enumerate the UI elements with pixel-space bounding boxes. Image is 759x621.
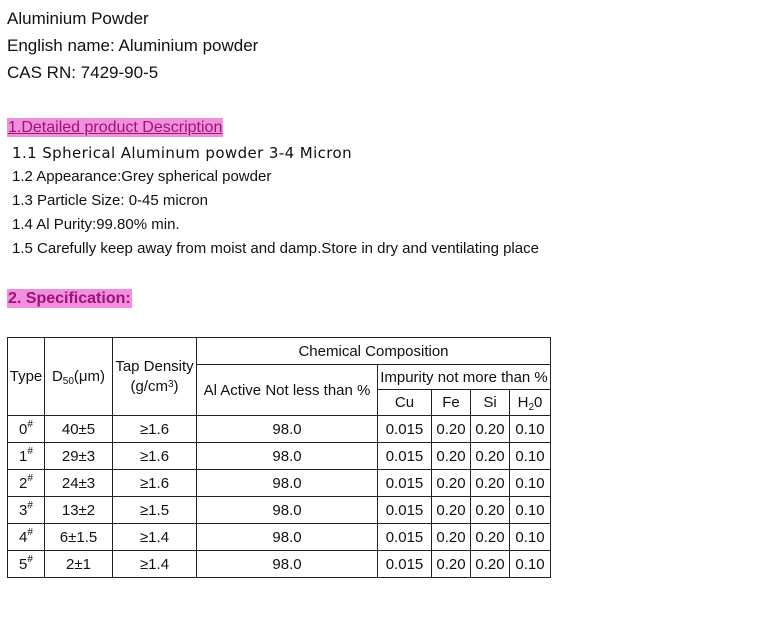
cell-fe: 0.20	[432, 497, 471, 524]
cell-al: 98.0	[197, 416, 378, 443]
cell-al: 98.0	[197, 551, 378, 578]
cell-fe: 0.20	[432, 551, 471, 578]
cell-d50: 2±1	[45, 551, 113, 578]
description-item-5: 1.5 Carefully keep away from moist and damp.Store in dry and ventilating place	[12, 240, 539, 257]
header-chemical-composition: Chemical Composition	[197, 338, 551, 365]
cell-d50: 29±3	[45, 443, 113, 470]
cell-fe: 0.20	[432, 416, 471, 443]
cell-fe: 0.20	[432, 443, 471, 470]
table-row	[8, 443, 551, 470]
section-heading-specification: 2. Specification:	[8, 290, 131, 307]
cell-si: 0.20	[471, 443, 510, 470]
cell-d50: 24±3	[45, 470, 113, 497]
cell-d50: 6±1.5	[45, 524, 113, 551]
cell-tap: ≥1.5	[113, 497, 197, 524]
cell-h2o: 0.10	[510, 416, 551, 443]
cell-si: 0.20	[471, 524, 510, 551]
english-name: English name: Aluminium powder	[7, 36, 259, 55]
specification-table	[7, 337, 551, 578]
cell-tap: ≥1.6	[113, 416, 197, 443]
cell-h2o: 0.10	[510, 497, 551, 524]
cell-al: 98.0	[197, 497, 378, 524]
cell-tap: ≥1.6	[113, 470, 197, 497]
cell-si: 0.20	[471, 497, 510, 524]
cell-type: 4#	[8, 524, 45, 551]
section-heading-description: 1.Detailed product Description	[8, 119, 223, 136]
cell-fe: 0.20	[432, 524, 471, 551]
cell-tap: ≥1.4	[113, 551, 197, 578]
header-impurity: Impurity not more than %	[378, 365, 551, 390]
cell-type: 2#	[8, 470, 45, 497]
table-row	[8, 551, 551, 578]
cell-tap: ≥1.6	[113, 443, 197, 470]
cell-al: 98.0	[197, 443, 378, 470]
cell-si: 0.20	[471, 416, 510, 443]
cas-number: CAS RN: 7429-90-5	[7, 63, 159, 82]
header-d50: D50(μm)	[45, 338, 113, 416]
table-row	[8, 470, 551, 497]
description-item-1: 1.1 Spherical Aluminum powder 3-4 Micron	[12, 144, 353, 162]
cell-tap: ≥1.4	[113, 524, 197, 551]
cell-cu: 0.015	[378, 551, 432, 578]
header-h2o: H20	[510, 390, 551, 416]
header-cu: Cu	[378, 390, 432, 416]
cell-cu: 0.015	[378, 416, 432, 443]
cell-type: 3#	[8, 497, 45, 524]
cell-type: 1#	[8, 443, 45, 470]
description-item-4: 1.4 Al Purity:99.80% min.	[12, 216, 180, 233]
cell-cu: 0.015	[378, 524, 432, 551]
description-item-3: 1.3 Particle Size: 0-45 micron	[12, 192, 208, 209]
cell-cu: 0.015	[378, 497, 432, 524]
cell-cu: 0.015	[378, 470, 432, 497]
cell-h2o: 0.10	[510, 551, 551, 578]
cell-si: 0.20	[471, 551, 510, 578]
description-item-2: 1.2 Appearance:Grey spherical powder	[12, 168, 272, 185]
table-row	[8, 524, 551, 551]
cell-h2o: 0.10	[510, 470, 551, 497]
cell-type: 0#	[8, 416, 45, 443]
cell-d50: 40±5	[45, 416, 113, 443]
cell-type: 5#	[8, 551, 45, 578]
cell-h2o: 0.10	[510, 443, 551, 470]
header-al-active: Al Active Not less than %	[197, 365, 378, 416]
cell-fe: 0.20	[432, 470, 471, 497]
cell-d50: 13±2	[45, 497, 113, 524]
cell-al: 98.0	[197, 524, 378, 551]
product-title: Aluminium Powder	[7, 9, 149, 28]
cell-cu: 0.015	[378, 443, 432, 470]
header-si: Si	[471, 390, 510, 416]
header-fe: Fe	[432, 390, 471, 416]
cell-h2o: 0.10	[510, 524, 551, 551]
cell-al: 98.0	[197, 470, 378, 497]
header-tap-density: Tap Density $(g/cm^3)$	[113, 338, 197, 416]
cell-si: 0.20	[471, 470, 510, 497]
table-row	[8, 497, 551, 524]
header-type: Type	[8, 338, 45, 416]
table-row	[8, 416, 551, 443]
